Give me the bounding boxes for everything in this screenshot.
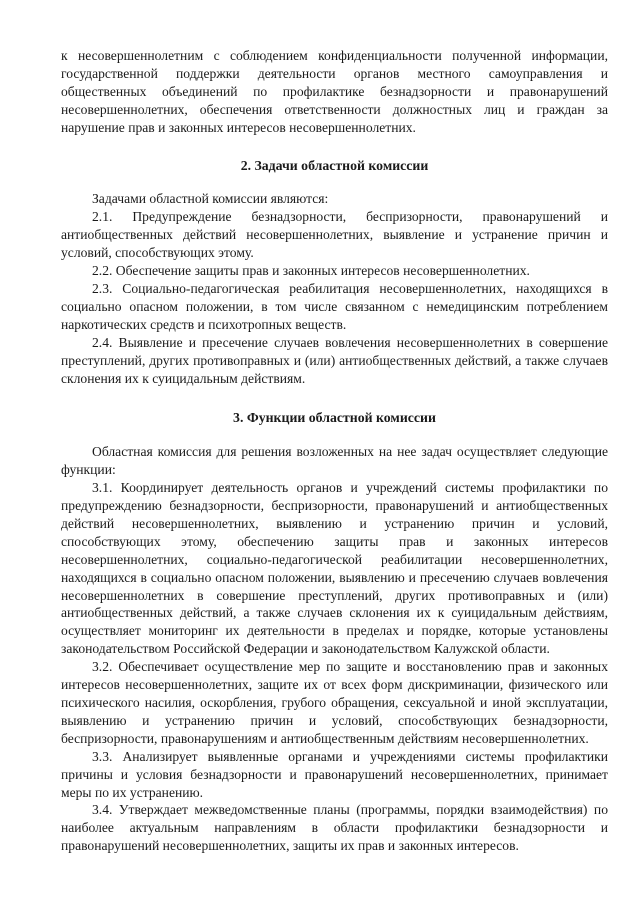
document-body (61, 47, 608, 855)
section-3-item-4: 3.4. Утверждает межведомственные планы (программы, порядки взаимодействия) по наиболее актуальным направлениям в области профилактики безнадзорности и правонарушений несовершеннолетних, защиты их прав и законных интересов. (61, 802, 608, 854)
section-3-item-1: 3.1. Координирует деятельность органов и учреждений системы профилактики по предупреждению безнадзорности, беспризорности, правонарушений и антиобщественных действий несовершеннолетних, выявлению и устранению причин и условий, способствующих этому, обеспечению защиты прав и законных интересов несовершеннолетних, социально-педагогической реабилитации несовершеннолетних, находящихся в социально опасном положении, выявлению и пресечению случаев вовлечения несовершеннолетних в совершение преступлений, других противоправных и (или) антиобщественных действий, а также случаев склонения их к суицидальным действиям, осуществляет мониторинг их деятельности в пределах и порядке, которые установлены законодательством Российской Федерации и законодательством Калужской области. (61, 480, 608, 657)
section-2-item-4: 2.4. Выявление и пресечение случаев вовлечения несовершеннолетних в совершение преступлений, других противоправных и (или) антиобщественных действий, а также случаев склонения их к суицидальным действиям. (61, 334, 608, 386)
section-2-lead: Задачами областной комиссии являются: (92, 191, 329, 207)
section-3-lead: Областная комиссия для решения возложенных на нее задач осуществляет следующие функции: (61, 444, 608, 478)
section-2-item-3: 2.3. Социально-педагогическая реабилитация несовершеннолетних, находящихся в социально опасном положении, в том числе связанном с немедицинским потреблением наркотических средств и психотропных веществ. (61, 280, 608, 332)
section-2-item-1: 2.1. Предупреждение безнадзорности, беспризорности, правонарушений и антиобщественных действий несовершеннолетних, выявление и устранение причин и условий, способствующих этому. (61, 209, 608, 261)
section-2-heading: 2. Задачи областной комиссии (240, 157, 429, 173)
section-2-item-2: 2.2. Обеспечение защиты прав и законных интересов несовершеннолетних. (92, 263, 530, 279)
section-3-item-2: 3.2. Обеспечивает осуществление мер по защите и восстановлению прав и законных интересов несовершеннолетних, защите их от всех форм дискриминации, физического или психического насилия, оскорбления, грубого обращения, сексуальной и иной эксплуатации, выявлению и устранению причин и условий, способствующих безнадзорности, беспризорности, правонарушениям и антиобщественным действиям несовершеннолетних. (61, 659, 608, 746)
section-3-item-3: 3.3. Анализирует выявленные органами и учреждениями системы профилактики причины и условия безнадзорности и правонарушений несовершеннолетних, принимает меры по их устранению. (61, 748, 608, 800)
intro-paragraph: к несовершеннолетним с соблюдением конфиденциальности полученной информации, государственной поддержки деятельности органов местного самоуправления и общественных объединений по профилактике безнадзорности и правонарушений несовершеннолетних, обеспечения ответственности должностных лиц и граждан за нарушение прав и законных интересов несовершеннолетних. (61, 48, 608, 135)
section-3-heading: 3. Функции областной комиссии (233, 410, 436, 426)
